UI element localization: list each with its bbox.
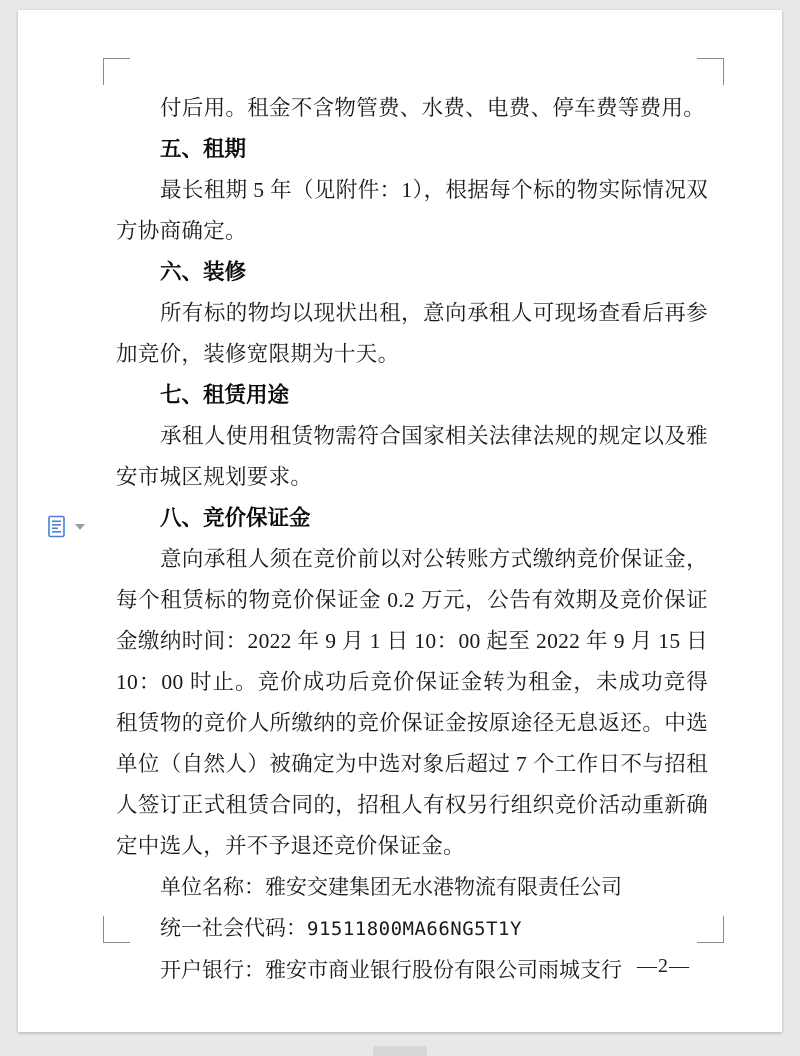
scroll-tab-handle[interactable] xyxy=(373,1046,427,1056)
paragraph-lease-purpose: 承租人使用租赁物需符合国家相关法律法规的规定以及雅安市城区规划要求。 xyxy=(116,424,708,489)
info-label-bank: 开户银行： xyxy=(160,958,265,982)
document-navigation-icon[interactable] xyxy=(48,515,70,539)
document-page xyxy=(18,10,782,1032)
paragraph-rent-fees: 付后用。租金不含物管费、水费、电费、停车费等费用。 xyxy=(160,96,706,120)
crop-mark-top-right xyxy=(697,58,724,85)
chevron-down-icon[interactable] xyxy=(75,524,85,530)
page-number: —2— xyxy=(637,955,690,977)
info-line-company-name xyxy=(116,867,708,908)
document-navigation-widget[interactable] xyxy=(48,515,85,539)
info-value-bank: 雅安市商业银行股份有限公司雨城支行 xyxy=(265,958,622,982)
info-line-credit-code xyxy=(116,908,708,950)
heading-section-five: 五、租期 xyxy=(160,137,247,161)
heading-section-seven: 七、租赁用途 xyxy=(160,383,290,407)
heading-section-six: 六、装修 xyxy=(160,260,247,284)
info-value-company-name: 雅安交建集团无水港物流有限责任公司 xyxy=(265,875,622,899)
info-label-company-name: 单位名称： xyxy=(160,875,265,899)
crop-mark-top-left xyxy=(103,58,130,85)
paragraph-lease-term: 最长租期 5 年（见附件：1），根据每个标的物实际情况双方协商确定。 xyxy=(116,178,708,243)
document-body xyxy=(116,88,708,991)
paragraph-bid-deposit: 意向承租人须在竞价前以对公转账方式缴纳竞价保证金，每个租赁标的物竞价保证金 0.2 万元，公告有效期及竞价保证金缴纳时间：2022 年 9 月 1 日 10：00 起至 2022 年 9 月 15 日 10：00 时止。竞价成功后竞价保证金转为租金，未成功竞得租赁物的竞价人所缴纳的竞价保证金按原途径无息返还。中选单位（自然人）被确定为中选对象后超过 7 个工作日不与招租人签订正式租赁合同的，招租人有权另行组织竞价活动重新确定中选人，并不予退还竞价保证金。 xyxy=(116,547,708,858)
paragraph-decoration: 所有标的物均以现状出租，意向承租人可现场查看后再参加竞价，装修宽限期为十天。 xyxy=(116,301,708,366)
info-value-credit-code: 91511800MA66NG5T1Y xyxy=(307,918,522,940)
heading-section-eight: 八、竞价保证金 xyxy=(160,506,311,530)
info-label-credit-code: 统一社会代码： xyxy=(160,916,307,940)
